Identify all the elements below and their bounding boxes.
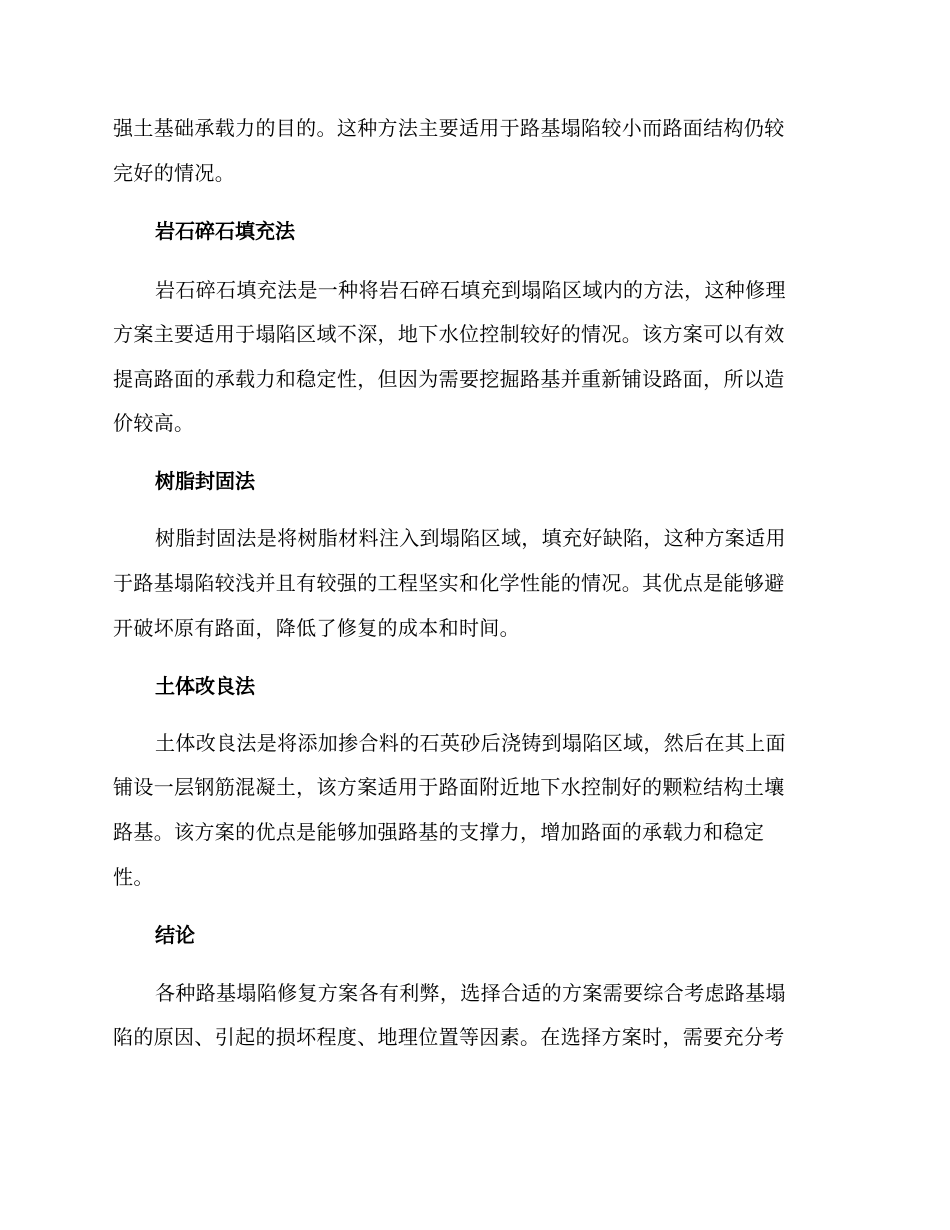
paragraph-line: 于路基塌陷较浅并且有较强的工程坚实和化学性能的情况。其优点是能够避 [113, 571, 785, 595]
paragraph-line: 陷的原因、引起的损坏程度、地理位置等因素。在选择方案时，需要充分考 [113, 1025, 785, 1049]
section-heading-rock-fill: 岩石碎石填充法 [155, 219, 295, 243]
section-heading-conclusion: 结论 [155, 923, 195, 947]
paragraph-line: 完好的情况。 [113, 161, 236, 185]
paragraph-line: 岩石碎石填充法是一种将岩石碎石填充到塌陷区域内的方法，这种修理 [155, 278, 786, 302]
paragraph-line: 方案主要适用于塌陷区域不深，地下水位控制较好的情况。该方案可以有效 [113, 322, 785, 346]
paragraph-line: 树脂封固法是将树脂材料注入到塌陷区域，填充好缺陷，这种方案适用 [155, 526, 786, 550]
paragraph-line: 土体改良法是将添加掺合料的石英砂后浇铸到塌陷区域，然后在其上面 [155, 731, 786, 755]
paragraph-line: 性。 [113, 865, 154, 889]
paragraph-line: 提高路面的承载力和稳定性，但因为需要挖掘路基并重新铺设路面，所以造 [113, 367, 785, 391]
section-heading-resin-seal: 树脂封固法 [155, 469, 255, 493]
paragraph-line: 强土基础承载力的目的。这种方法主要适用于路基塌陷较小而路面结构仍较 [113, 116, 785, 140]
paragraph-line: 价较高。 [113, 411, 195, 435]
paragraph-line: 各种路基塌陷修复方案各有利弊，选择合适的方案需要综合考虑路基塌 [155, 981, 786, 1005]
paragraph-line: 开破坏原有路面，降低了修复的成本和时间。 [113, 616, 520, 640]
paragraph-line: 路基。该方案的优点是能够加强路基的支撑力，增加路面的承载力和稳定 [113, 820, 765, 844]
section-heading-soil-improvement: 土体改良法 [155, 674, 255, 698]
paragraph-line: 铺设一层钢筋混凝土，该方案适用于路面附近地下水控制好的颗粒结构土壤 [113, 775, 785, 799]
